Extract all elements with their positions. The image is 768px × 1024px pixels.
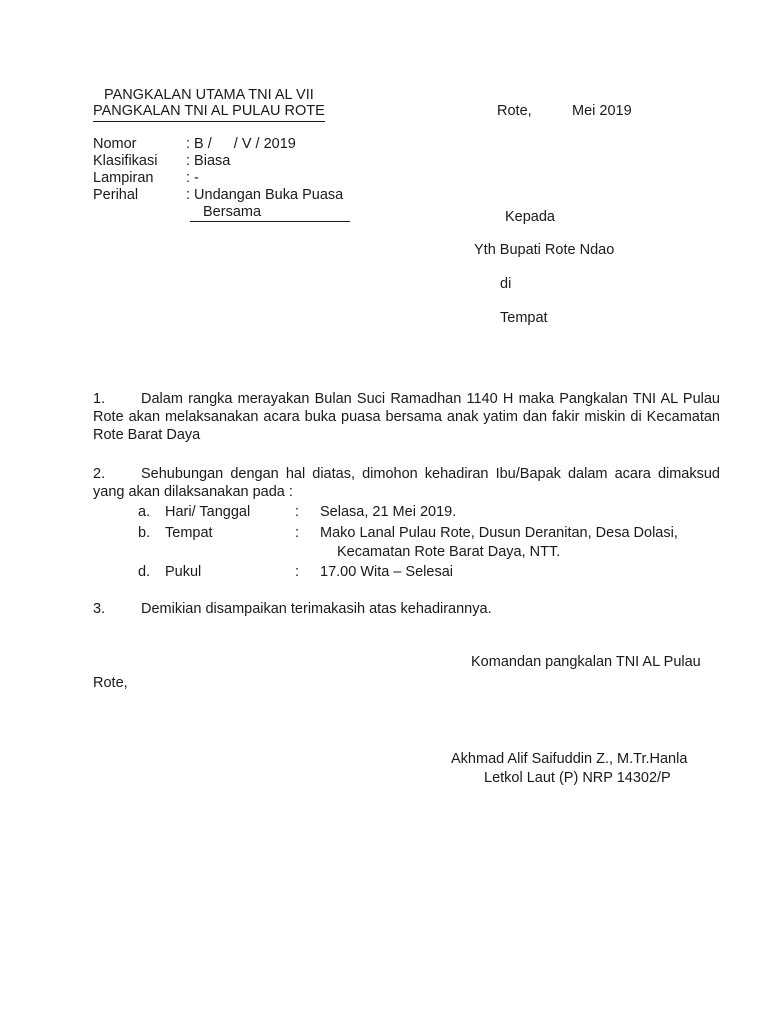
signature-title-cont: Rote, bbox=[93, 675, 128, 691]
detail-b-value: Mako Lanal Pulau Rote, Dusun Deranitan, Desa Dolasi, bbox=[320, 525, 678, 541]
paragraph-3-text: Demikian disampaikan terimakasih atas kehadirannya. bbox=[141, 601, 492, 617]
address-di: di bbox=[500, 276, 512, 292]
perihal-underline bbox=[190, 221, 350, 222]
signature-name: Akhmad Alif Saifuddin Z., M.Tr.Hanla bbox=[451, 751, 688, 767]
paragraph-1-text: Dalam rangka merayakan Bulan Suci Ramadhan 1140 H maka Pangkalan TNI AL Pulau Rote akan melaksanakan acara buka puasa bersama anak yatim dan fakir miskin di Kecamatan Rote Barat Daya bbox=[93, 391, 720, 443]
detail-d-colon: : bbox=[295, 564, 300, 580]
letter-place: Rote, bbox=[497, 103, 532, 119]
nomor-value bbox=[186, 136, 296, 153]
nomor-value-suffix: / V / 2019 bbox=[233, 136, 296, 152]
paragraph-1-number: 1. bbox=[93, 391, 106, 407]
detail-a-mark: a. bbox=[138, 504, 151, 520]
klasifikasi-value: : Biasa bbox=[186, 153, 231, 169]
signature-rank: Letkol Laut (P) NRP 14302/P bbox=[484, 770, 671, 786]
address-recipient: Yth Bupati Rote Ndao bbox=[474, 242, 615, 258]
perihal-value: : Undangan Buka Puasa bbox=[186, 187, 344, 203]
signature-title: Komandan pangkalan TNI AL Pulau bbox=[471, 654, 701, 670]
detail-d-label: Pukul bbox=[165, 564, 202, 580]
lampiran-label: Lampiran bbox=[93, 170, 154, 186]
detail-d-value: 17.00 Wita – Selesai bbox=[320, 564, 453, 580]
detail-a-colon: : bbox=[295, 504, 300, 520]
paragraph-2-text: Sehubungan dengan hal diatas, dimohon kehadiran Ibu/Bapak dalam acara dimaksud yang akan dilaksanakan pada : bbox=[93, 466, 720, 500]
header-unit-line1: PANGKALAN UTAMA TNI AL VII bbox=[104, 87, 314, 103]
detail-b-label: Tempat bbox=[165, 525, 213, 541]
paragraph-2 bbox=[93, 465, 720, 501]
perihal-label: Perihal bbox=[93, 187, 139, 203]
nomor-label: Nomor bbox=[93, 136, 137, 152]
perihal-value-cont: Bersama bbox=[203, 204, 262, 220]
header-unit-line2: PANGKALAN TNI AL PULAU ROTE bbox=[93, 103, 325, 122]
paragraph-3-number: 3. bbox=[93, 601, 106, 617]
address-kepada: Kepada bbox=[505, 209, 555, 225]
paragraph-1 bbox=[93, 390, 720, 444]
paragraph-2-number: 2. bbox=[93, 466, 106, 482]
lampiran-value: : - bbox=[186, 170, 199, 186]
letter-date: Mei 2019 bbox=[572, 103, 632, 119]
klasifikasi-label: Klasifikasi bbox=[93, 153, 158, 169]
paragraph-3 bbox=[93, 601, 492, 618]
detail-a-label: Hari/ Tanggal bbox=[165, 504, 251, 520]
detail-b-value-cont: Kecamatan Rote Barat Daya, NTT. bbox=[337, 544, 561, 560]
nomor-value-prefix: : B / bbox=[186, 136, 212, 152]
detail-b-colon: : bbox=[295, 525, 300, 541]
detail-b-mark: b. bbox=[138, 525, 151, 541]
detail-a-value: Selasa, 21 Mei 2019. bbox=[320, 504, 457, 520]
detail-d-mark: d. bbox=[138, 564, 151, 580]
address-tempat: Tempat bbox=[500, 310, 548, 326]
